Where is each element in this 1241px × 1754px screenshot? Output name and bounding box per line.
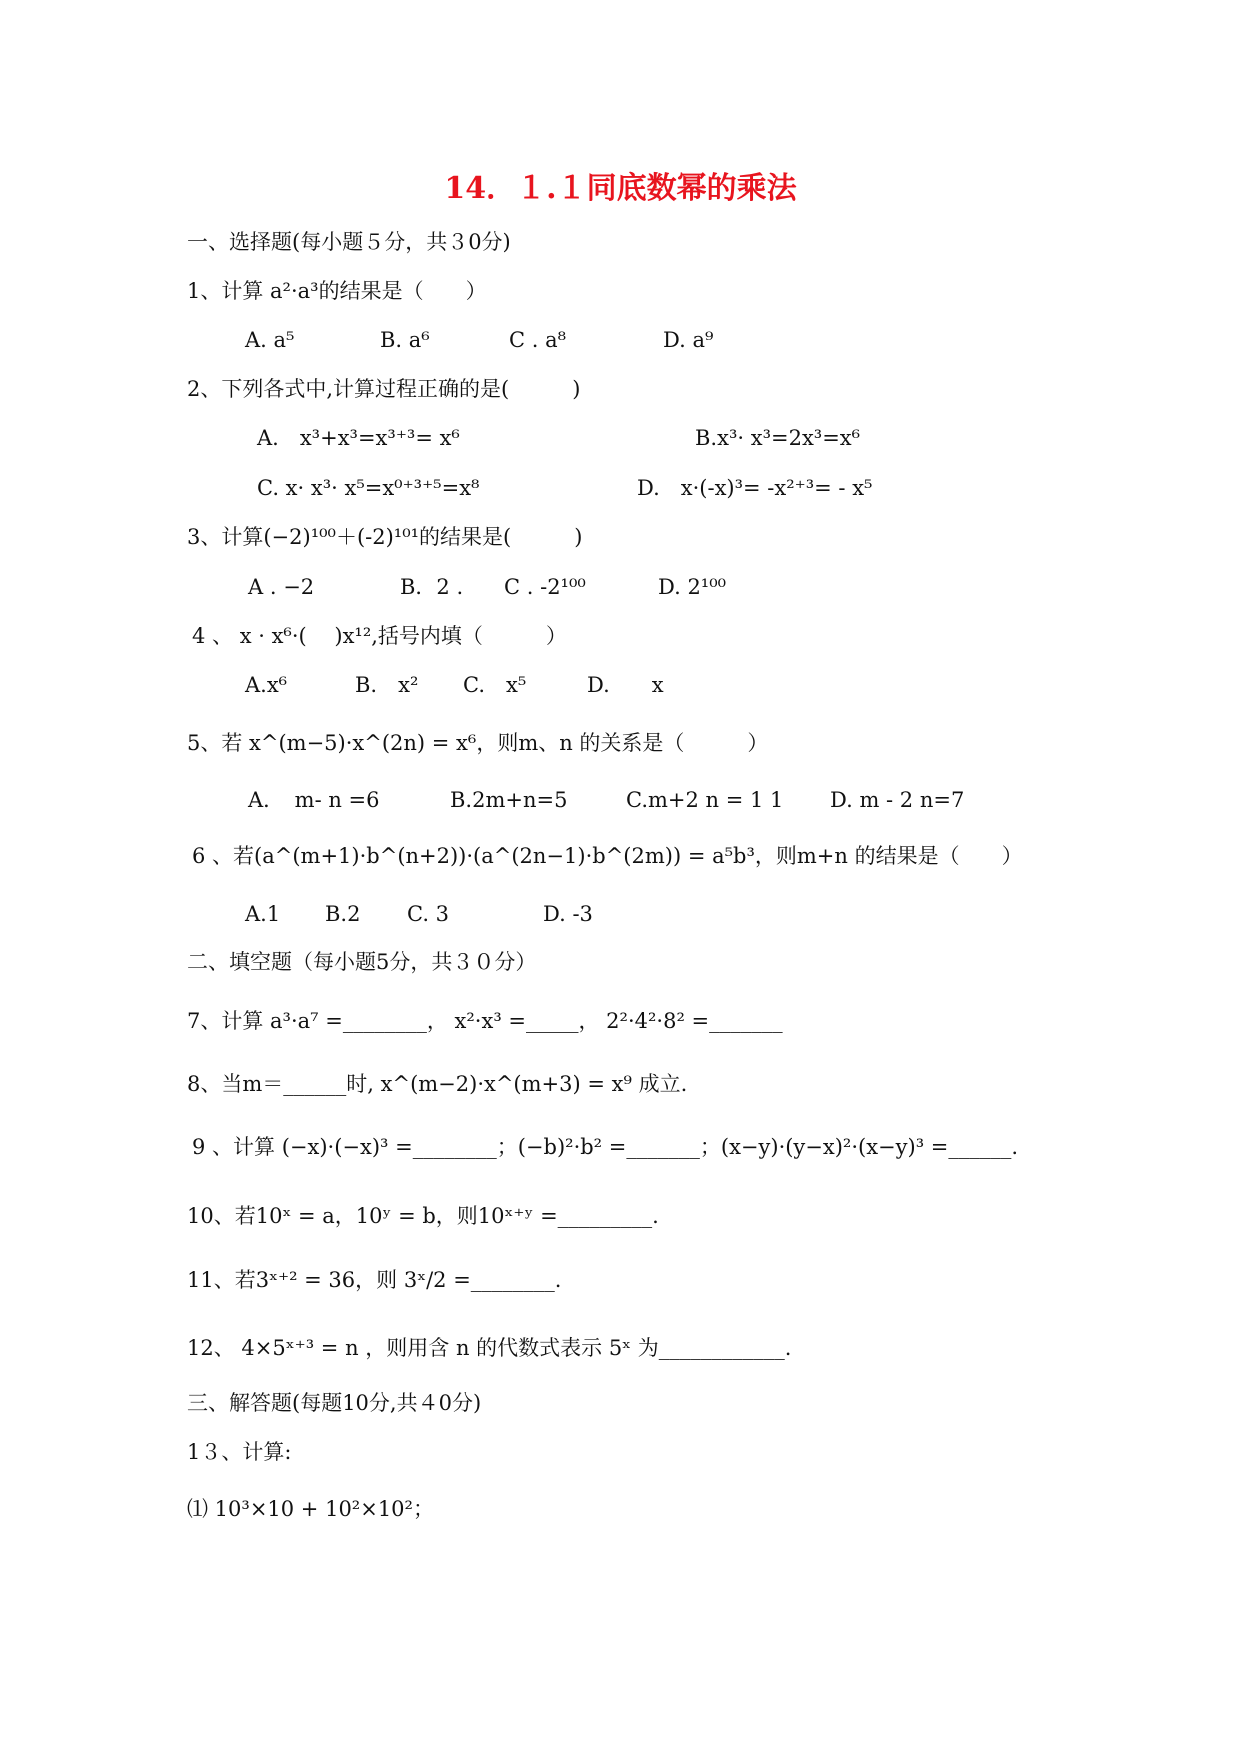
section-1-heading: 一、选择题(每小题５分，共３0分) <box>187 230 511 254</box>
question-6: 6 、若(a^(m+1)·b^(n+2))·(a^(2n−1)·b^(2m)) = a⁵b³，则m+n 的结果是（ ） <box>192 844 1023 868</box>
option-a: A． m- n =6 <box>248 788 380 812</box>
question-13: 1３、计算: <box>187 1440 292 1464</box>
question-2-option-a: A. x³+x³=x³⁺³= x⁶ <box>257 426 460 450</box>
page-title: 14．１.１同底数幂的乘法 <box>444 171 797 206</box>
option-b: B．2 . <box>400 575 464 599</box>
option-b: B. a⁶ <box>380 328 430 352</box>
option-b: B.2m+n=5 <box>450 788 568 812</box>
question-11: 11、若3ˣ⁺² = 36，则 3ˣ/2 =________. <box>187 1268 562 1292</box>
option-c: C . a⁸ <box>509 328 567 352</box>
question-5: 5、若 x^(m−5)·x^(2n) = x⁶，则m、n 的关系是（ ） <box>187 731 769 755</box>
option-a: A.1 <box>245 902 281 926</box>
question-1-options <box>245 326 745 354</box>
question-12: 12、 4×5ˣ⁺³ = n ，则用含 n 的代数式表示 5ˣ 为____________. <box>187 1336 792 1360</box>
question-2: 2、下列各式中,计算过程正确的是( ) <box>187 377 581 401</box>
question-2-option-c: C. x· x³· x⁵=x⁰⁺³⁺⁵=x⁸ <box>257 476 480 500</box>
option-a: A.x⁶ <box>245 673 288 697</box>
question-7: 7、计算 a³·a⁷ =________， x²·x³ =_____， 2²·4²·8² =_______ <box>187 1009 783 1033</box>
question-2-option-b: B.x³· x³=2x³=x⁶ <box>695 426 861 450</box>
question-8: 8、当m＝______时, x^(m−2)·x^(m+3) = x⁹ 成立. <box>187 1072 688 1096</box>
option-b: B. x² <box>355 673 419 697</box>
option-a: A. a⁵ <box>245 328 295 352</box>
question-2-option-d: D. x·(-x)³= -x²⁺³= - x⁵ <box>637 476 873 500</box>
question-5-options <box>248 786 1008 814</box>
question-10: 10、若10ˣ = a，10ʸ = b，则10ˣ⁺ʸ =_________. <box>187 1204 659 1228</box>
option-d: D. 2¹⁰⁰ <box>658 575 727 599</box>
option-a: A . −2 <box>248 575 315 599</box>
option-b: B.2 <box>325 902 361 926</box>
question-3: 3、计算(−2)¹⁰⁰＋(-2)¹⁰¹的结果是( ) <box>187 525 583 549</box>
question-1: 1、计算 a²·a³的结果是（ ） <box>187 279 487 303</box>
question-4: 4 、 x · x⁶·( )x¹²,括号内填（ ） <box>192 624 567 648</box>
option-c: C. 3 <box>407 902 450 926</box>
question-3-options <box>248 573 848 601</box>
option-c: C. x⁵ <box>463 673 527 697</box>
option-c: C.m+2 n = 1 1 <box>626 788 784 812</box>
option-d: D. -3 <box>543 902 593 926</box>
section-3-heading: 三、解答题(每题10分,共４0分) <box>187 1391 482 1415</box>
option-d: D. m - 2 n=7 <box>830 788 965 812</box>
section-2-heading: 二、填空题（每小题5分，共３０分） <box>187 950 537 974</box>
option-d: D. x <box>587 673 664 697</box>
option-c: C . -2¹⁰⁰ <box>504 575 586 599</box>
question-4-options <box>245 671 745 699</box>
question-13-part-1: ⑴ 10³×10 + 10²×10²； <box>187 1497 434 1521</box>
question-9: 9 、计算 (−x)·(−x)³ =________；(−b)²·b² =_______；(x−y)·(y−x)²·(x−y)³ =______. <box>192 1135 1019 1159</box>
option-d: D. a⁹ <box>663 328 714 352</box>
question-6-options <box>245 900 645 928</box>
